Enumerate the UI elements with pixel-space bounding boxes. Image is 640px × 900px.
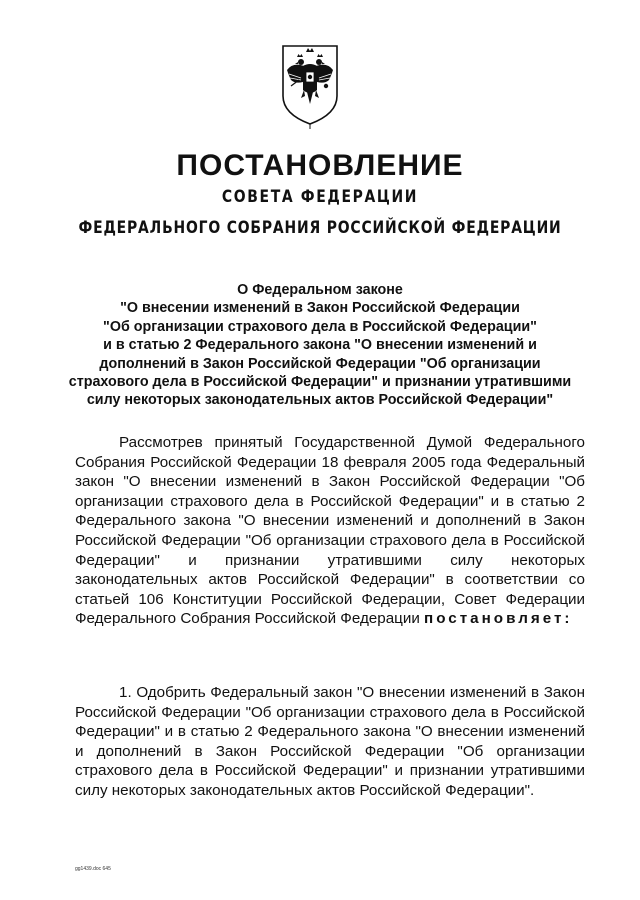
body-paragraph-item-1: [75, 683, 585, 801]
decree-word: постановляет:: [424, 610, 573, 628]
subject-line: "Об организации страхового дела в Российской Федерации": [103, 318, 537, 335]
subject-line: страхового дела в Российской Федерации" и признании утратившими: [68, 374, 572, 391]
subject-line: О Федеральном законе: [237, 282, 403, 298]
document-subtitle-council: СОВЕТА ФЕДЕРАЦИИ: [221, 187, 419, 207]
document-title: ПОСТАНОВЛЕНИЕ: [176, 149, 464, 182]
file-reference: gg1439.doc 645: [75, 866, 111, 872]
document-subtitle-assembly: ФЕДЕРАЛЬНОГО СОБРАНИЯ РОССИЙСКОЙ ФЕДЕРАЦИИ: [78, 218, 562, 238]
russian-coat-of-arms-icon: [279, 40, 341, 130]
subject-line: дополнений в Закон Российской Федерации "Об организации: [99, 355, 541, 372]
subject-line: "О внесении изменений в Закон Российской Федерации: [120, 300, 520, 317]
preamble-text: Рассмотрев принятый Государственной Думой Федерального Собрания Российской Федерации 18 февраля 2005 года Федеральный закон "О внесении изменений в Закон Российской Федерации "Об организации страхового дела в Российской Федерации" и в статью 2 Федерального закона "О внесении изменений и дополнений в Закон Российской Федерации "Об организации страхового дела в Российской Федерации" и признании утратившими силу некоторых законодательных актов Российской Федерации" в соответствии со статьей 106 Конституции Российской Федерации, Совет Федерации Федерального Собрания Российской Федерации: [75, 434, 585, 628]
subject-line: силу некоторых законодательных актов Российской Федерации": [86, 392, 554, 409]
item-1-text: 1. Одобрить Федеральный закон "О внесении изменений в Закон Российской Федерации "Об организации страхового дела в Российской Федерации" и в статью 2 Федерального закона "О внесении изменений и дополнений в Закон Российской Федерации "Об организации страхового дела в Российской Федерации" и признании утратившими силу некоторых законодательных актов Российской Федерации".: [75, 684, 585, 799]
subject-line: и в статью 2 Федерального закона "О внесении изменений и: [103, 337, 537, 354]
body-paragraph-preamble: [75, 433, 585, 629]
document-subject: [40, 281, 600, 410]
